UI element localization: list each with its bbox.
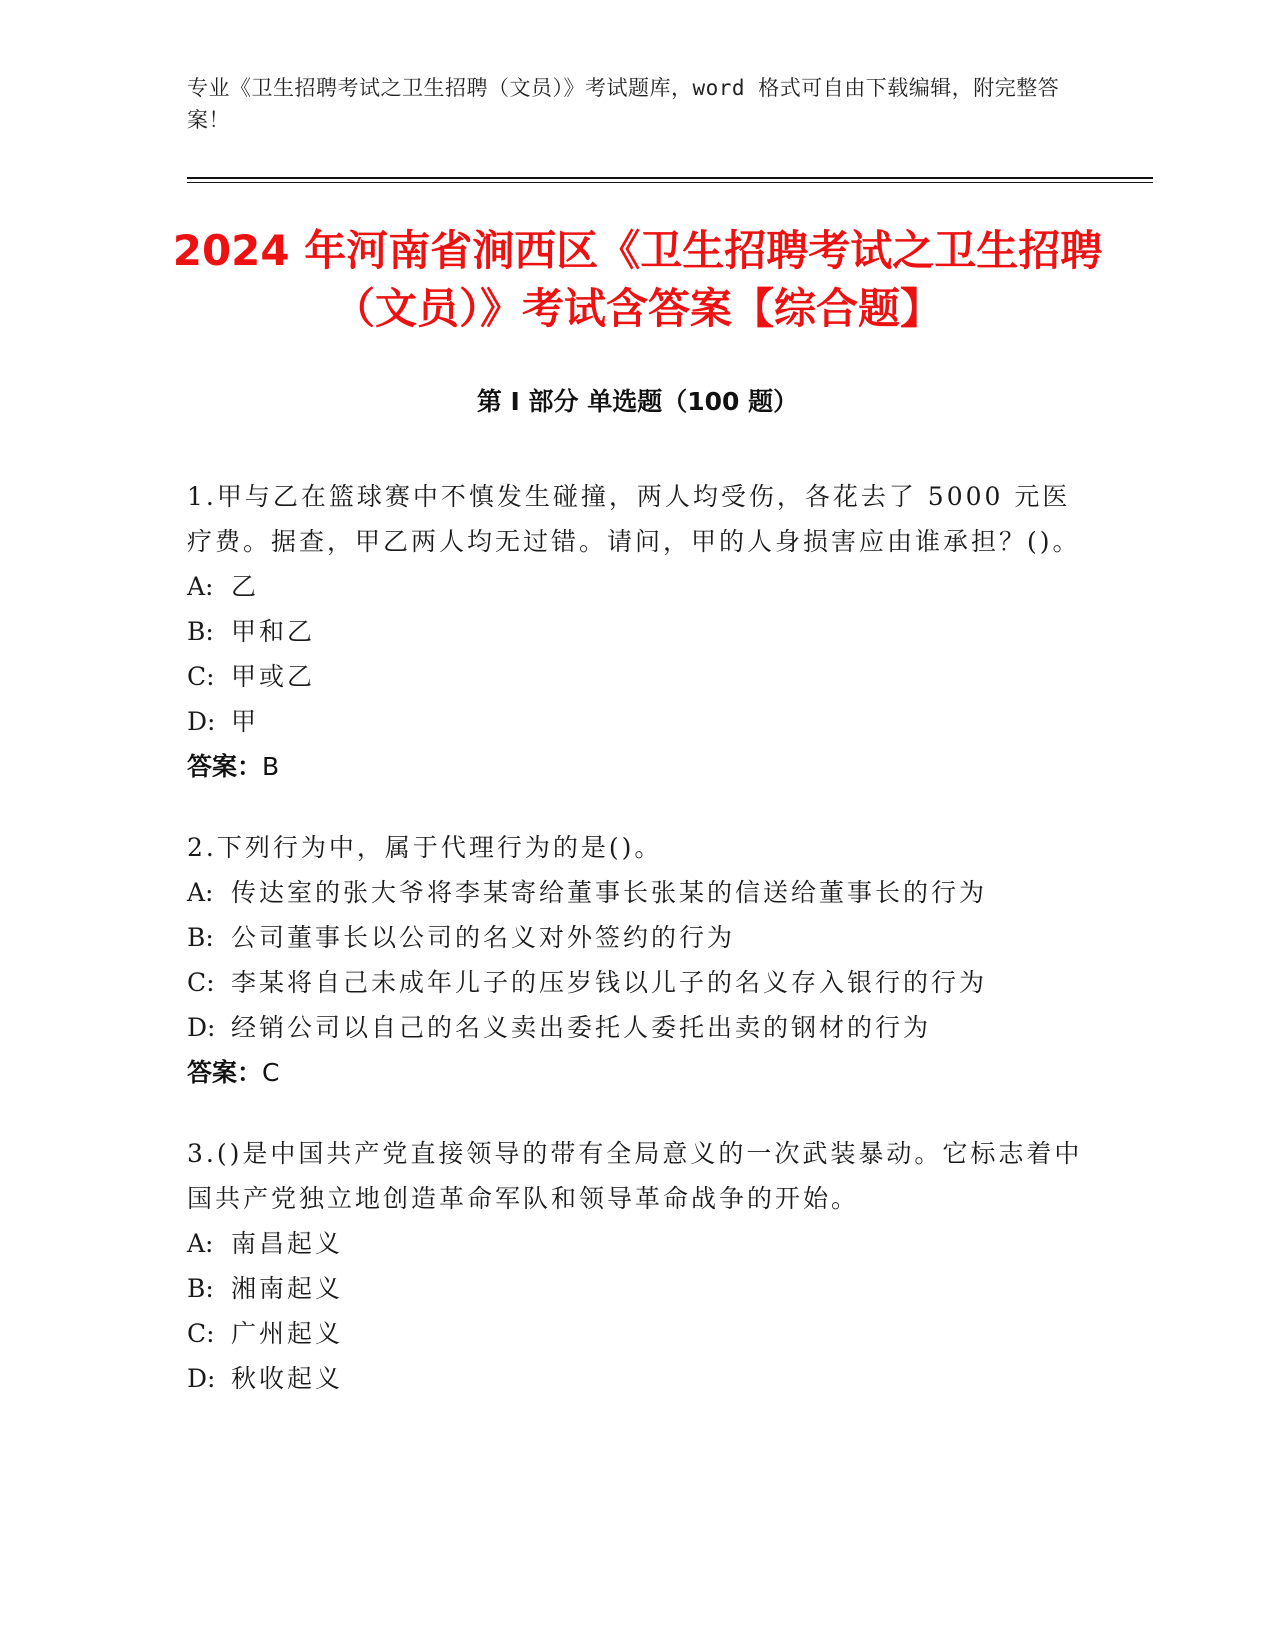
section-heading: 第 I 部分 单选题（100 题） — [476, 387, 799, 416]
option-letter: B: — [187, 1274, 214, 1303]
option-letter: A: — [187, 1229, 214, 1258]
question-stem: 1.甲与乙在篮球赛中不慎发生碰撞，两人均受伤，各花去了 5000 元医疗费。据查，甲乙两人均无过错。请问，甲的人身损害应由谁承担？()。 — [187, 482, 1081, 556]
option-text: 甲和乙 — [231, 617, 316, 646]
question-3 — [187, 1131, 1087, 1401]
option-text: 南昌起义 — [231, 1229, 344, 1258]
option-text: 甲或乙 — [231, 662, 316, 691]
option-b — [187, 1266, 1087, 1311]
option-text: 湘南起义 — [231, 1274, 344, 1303]
option-text: 公司董事长以公司的名义对外签约的行为 — [231, 923, 736, 952]
option-letter: D: — [187, 1013, 216, 1042]
option-letter: C: — [187, 1319, 215, 1348]
option-letter: A: — [187, 572, 214, 601]
option-text: 秋收起义 — [231, 1364, 344, 1393]
option-c — [187, 654, 1087, 699]
option-b — [187, 609, 1087, 654]
option-text: 乙 — [231, 572, 260, 601]
question-stem: 3.()是中国共产党直接领导的带有全局意义的一次武装暴动。它标志着中国共产党独立地创造革命军队和领导革命战争的开始。 — [187, 1139, 1083, 1213]
option-d — [187, 1356, 1087, 1401]
option-c — [187, 960, 1087, 1005]
option-d — [187, 699, 1087, 744]
question-stem: 2.下列行为中，属于代理行为的是()。 — [187, 833, 663, 862]
option-d — [187, 1005, 1087, 1050]
option-a — [187, 1221, 1087, 1266]
option-text: 甲 — [231, 707, 260, 736]
option-text: 经销公司以自己的名义卖出委托人委托出卖的钢材的行为 — [231, 1013, 932, 1042]
header-divider-thick — [187, 177, 1153, 179]
option-text: 广州起义 — [231, 1319, 344, 1348]
option-text: 传达室的张大爷将李某寄给董事长张某的信送给董事长的行为 — [231, 878, 988, 907]
answer-value: B — [262, 752, 280, 781]
document-title: 2024 年河南省涧西区《卫生招聘考试之卫生招聘（文员）》考试含答案【综合题】 — [172, 226, 1103, 333]
question-list — [187, 474, 1087, 1437]
option-text: 李某将自己未成年儿子的压岁钱以儿子的名义存入银行的行为 — [231, 968, 988, 997]
option-letter: A: — [187, 878, 214, 907]
option-c — [187, 1311, 1087, 1356]
answer-value: C — [262, 1058, 280, 1087]
option-letter: D: — [187, 707, 216, 736]
option-a — [187, 564, 1087, 609]
answer-line — [187, 744, 1087, 789]
answer-line — [187, 1050, 1087, 1095]
option-a — [187, 870, 1087, 915]
option-b — [187, 915, 1087, 960]
option-letter: B: — [187, 923, 214, 952]
option-letter: D: — [187, 1364, 216, 1393]
question-1 — [187, 474, 1087, 789]
answer-label: 答案： — [187, 1058, 263, 1087]
option-letter: C: — [187, 662, 215, 691]
answer-label: 答案： — [187, 752, 263, 781]
option-letter: C: — [187, 968, 215, 997]
header-note: 专业《卫生招聘考试之卫生招聘（文员）》考试题库，word 格式可自由下载编辑，附完整答案！ — [187, 76, 1060, 132]
question-2 — [187, 825, 1087, 1095]
header-divider-thin — [187, 182, 1153, 183]
option-letter: B: — [187, 617, 214, 646]
